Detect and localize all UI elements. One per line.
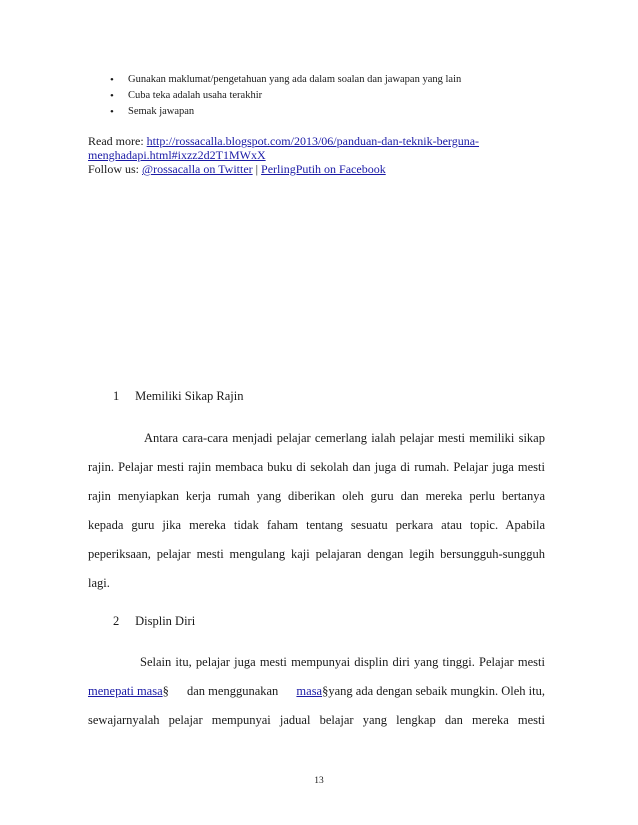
section-symbol: §	[322, 684, 329, 698]
section-title: Memiliki Sikap Rajin	[135, 389, 244, 403]
masa-link[interactable]: masa	[296, 684, 323, 698]
bullet-item: • Cuba teka adalah usaha terakhir	[110, 88, 461, 104]
paragraph-line: rajin. Pelajar mesti rajin membaca buku di sekolah dan juga di rumah. Pelajar juga mesti	[88, 460, 545, 474]
paragraph-line: peperiksaan, pelajar mesti mengulang kaji pelajaran dengan legih bersungguh-sungguh	[88, 547, 545, 561]
paragraph-line: rajin menyiapkan kerja rumah yang diberikan oleh guru dan mereka perlu bertanya	[88, 489, 545, 503]
read-more-link[interactable]: http://rossacalla.blogspot.com/2013/06/panduan-dan-teknik-berguna-	[146, 134, 480, 148]
page-number: 13	[314, 776, 324, 786]
paragraph	[88, 429, 545, 603]
follow-label: Follow us:	[88, 162, 143, 176]
twitter-link[interactable]: @rossacalla on Twitter	[142, 162, 253, 176]
paragraph-line: sewajarnyalah pelajar mempunyai jadual belajar yang lengkap dan mereka mesti	[88, 713, 545, 727]
facebook-link[interactable]: PerlingPutih on Facebook	[261, 162, 386, 176]
paragraph	[88, 653, 545, 740]
paragraph-line: lagi.	[88, 576, 110, 590]
paragraph-line: kepada guru jika mereka tidak faham tentang sesuatu perkara atau topic. Apabila	[88, 518, 545, 532]
bullet-item: • Gunakan maklumat/pengetahuan yang ada dalam soalan dan jawapan yang lain	[110, 72, 461, 88]
section-number: 2	[113, 614, 120, 628]
paragraph-line	[88, 682, 545, 711]
separator: |	[252, 162, 262, 176]
section-number: 1	[113, 389, 120, 403]
paragraph-line: Selain itu, pelajar juga mesti mempunyai displin diri yang tinggi. Pelajar mesti	[140, 655, 545, 669]
read-more-label: Read more:	[88, 134, 147, 148]
menepati-masa-link[interactable]: menepati masa	[88, 684, 163, 698]
bullet-list	[110, 72, 461, 120]
section-symbol: §	[162, 684, 169, 698]
section-heading	[113, 389, 243, 404]
read-more-block	[88, 134, 479, 176]
paragraph-line: Antara cara-cara menjadi pelajar cemerlang ialah pelajar mesti memiliki sikap	[144, 431, 545, 445]
bullet-item: • Semak jawapan	[110, 104, 461, 120]
read-more-link-continued[interactable]: menghadapi.html#ixzz2d2T1MWxX	[88, 148, 266, 162]
text-fragment: dan menggunakan	[187, 684, 279, 698]
text-fragment: yang ada dengan sebaik mungkin. Oleh itu,	[328, 684, 545, 698]
section-title: Displin Diri	[135, 614, 196, 628]
section-heading	[113, 614, 195, 629]
